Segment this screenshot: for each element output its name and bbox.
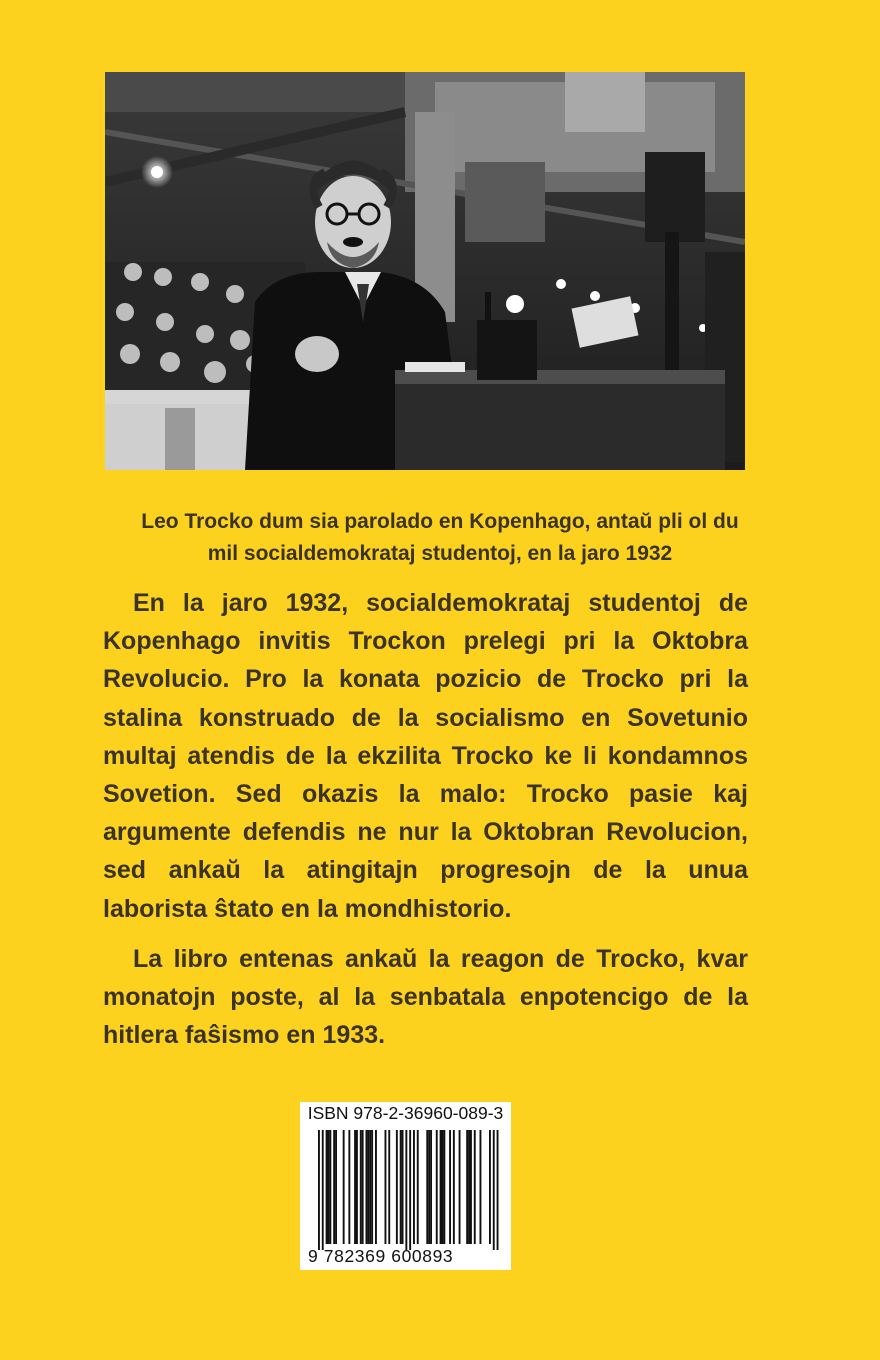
barcode-bar <box>480 1130 482 1244</box>
barcode-bar <box>430 1130 432 1244</box>
caption-line-1: Leo Trocko dum sia parolado en Kopenhago, antaŭ pli ol du <box>141 510 739 533</box>
barcode-bar <box>326 1130 328 1244</box>
ean-digits: 9 782369 600893 <box>308 1246 454 1266</box>
barcode-bar <box>440 1130 442 1244</box>
trotsky-speech-photo <box>105 72 745 470</box>
barcode-bar <box>459 1130 461 1244</box>
barcode-bar <box>369 1130 371 1244</box>
barcode-bar <box>442 1130 444 1244</box>
isbn-barcode <box>300 1102 511 1270</box>
barcode-bar <box>400 1130 402 1244</box>
photo-illustration <box>105 72 745 470</box>
isbn-label: ISBN 978-2-36960-089-3 <box>307 1103 504 1123</box>
barcode-bar <box>343 1130 345 1244</box>
barcode-bar <box>443 1130 445 1244</box>
blurb-paragraph-1: En la jaro 1932, socialdemokrataj studentoj de Kopenhago invitis Trockon prelegi pri la Oktobra Revolucio. Pro la konata pozicio de Trocko pri la stalina konstruado de la socialismo en Sovetunio multaj atendis de la ekzilita Trocko ke li kondamnos Sovetion. Sed okazis la malo: Trocko pasie kaj argumente defendis ne nur la Oktobran Revolucion, sed ankaŭ la atingitajn progresojn de la unua laborista ŝtato en la mondhistorio. <box>103 589 748 923</box>
barcode-bar <box>360 1130 362 1244</box>
barcode-bar <box>333 1130 335 1244</box>
barcode-bar <box>453 1130 455 1244</box>
barcode-bar <box>449 1130 451 1244</box>
barcode-bar <box>335 1130 337 1244</box>
barcode-bar <box>497 1130 499 1250</box>
barcode-bar <box>329 1130 331 1244</box>
barcode-bar <box>466 1130 468 1244</box>
blurb-paragraph-2: La libro entenas ankaŭ la reagon de Trocko, kvar monatojn poste, al la senbatala enpotencigo de la hitlera faŝismo en 1933. <box>103 945 748 1050</box>
photo-caption <box>70 506 810 570</box>
barcode-bar <box>470 1130 472 1244</box>
barcode-bar <box>493 1130 495 1250</box>
barcode-bar <box>388 1130 390 1244</box>
barcode-bar <box>468 1130 470 1244</box>
caption-line-2: mil socialdemokrataj studentoj, en la jaro 1932 <box>207 542 673 565</box>
barcode-bar <box>371 1130 373 1244</box>
barcode-bar <box>385 1130 387 1244</box>
barcode-bar <box>367 1130 369 1244</box>
barcode-bar <box>356 1130 358 1244</box>
barcode-bar <box>436 1130 438 1244</box>
barcode-bar <box>375 1130 377 1244</box>
barcode-bar <box>318 1130 320 1250</box>
barcode-bar <box>428 1130 430 1244</box>
barcode-bar <box>402 1130 404 1244</box>
barcode-bar <box>413 1130 415 1244</box>
barcode-bar <box>405 1130 407 1250</box>
barcode-bar <box>328 1130 330 1244</box>
barcode-bar <box>489 1130 491 1244</box>
barcode-bar <box>366 1130 368 1244</box>
barcode-bar <box>426 1130 428 1244</box>
barcode-bar <box>362 1130 364 1244</box>
barcode-bar <box>409 1130 411 1250</box>
barcode-bar <box>474 1130 476 1244</box>
barcode-bar <box>354 1130 356 1244</box>
barcode-bar <box>322 1130 324 1250</box>
barcode-bar <box>348 1130 350 1244</box>
barcode-bars <box>300 1126 511 1250</box>
barcode-bar <box>417 1130 419 1244</box>
barcode-bar <box>396 1130 398 1244</box>
